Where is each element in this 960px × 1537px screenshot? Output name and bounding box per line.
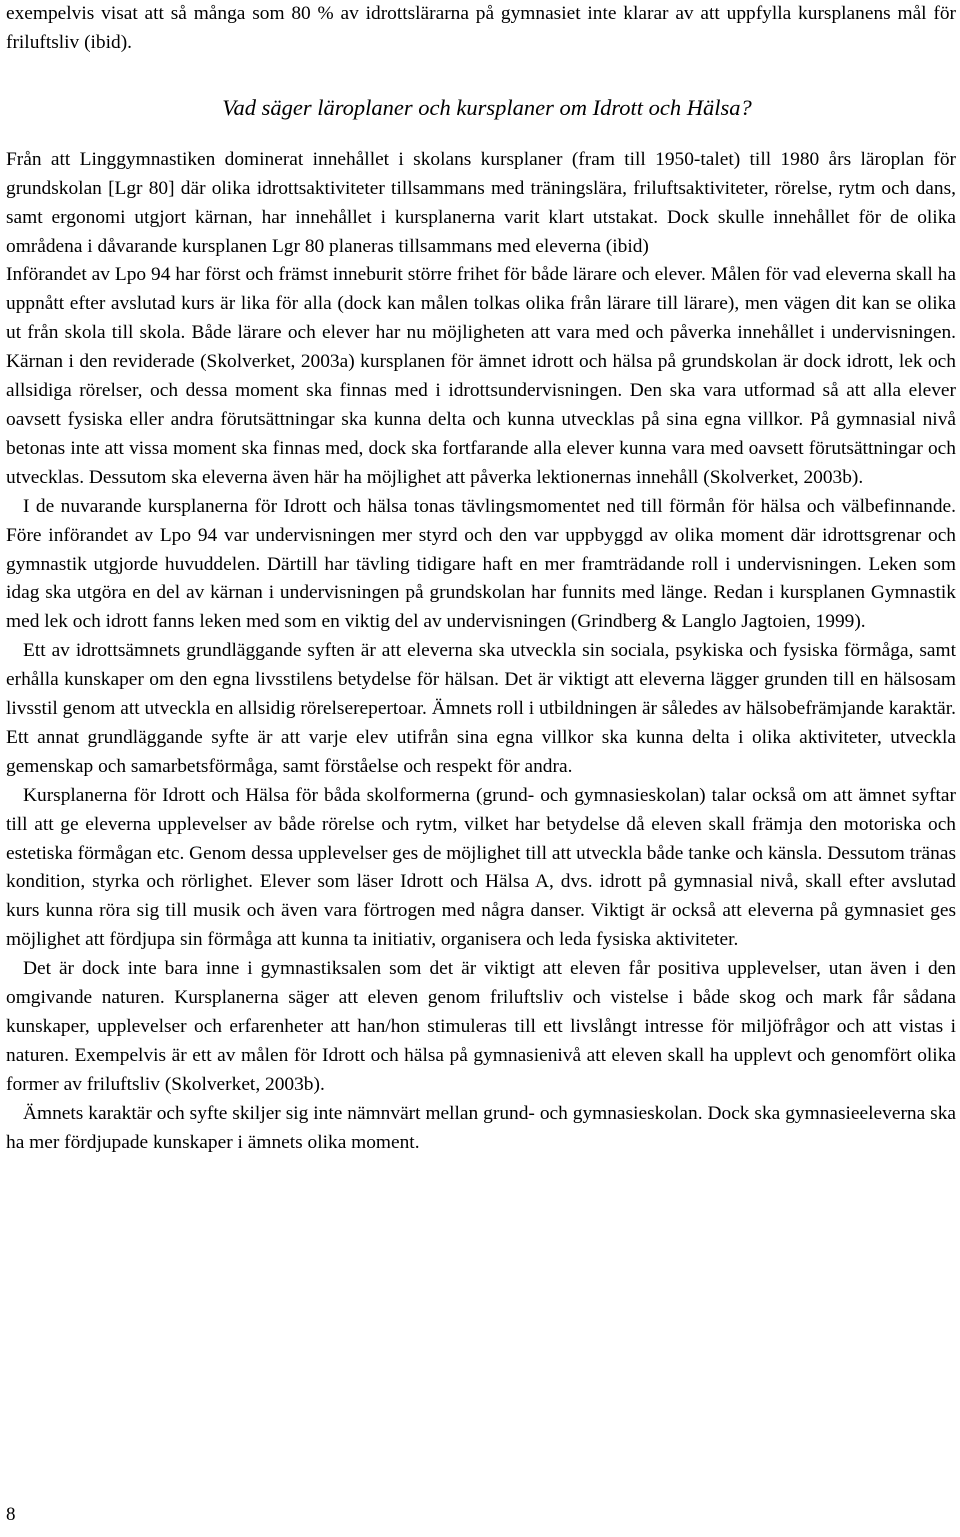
intro-paragraph: exempelvis visat att så många som 80 % av idrottslärarna på gymnasiet inte klarar av att uppfylla kursplanens mål för friluftsliv (ibid).: [6, 3, 956, 53]
paragraph-3: I de nuvarande kursplanerna för Idrott och hälsa tonas tävlingsmomentet ned till förmån för hälsa och välbefinnande. Före införandet av Lpo 94 var undervisningen mer styrd och den var uppbyggd av olika moment där idrottsgrenar och gymnastik utgjorde huvuddelen. Därtill har tävling tidigare haft en mer framträdande roll i undervisningen. Leken som idag ska utgöra en del av kärnan i undervisningen på grundskolan har funnits med länge. Redan i kursplanen Gymnastik med lek och idrott fanns leken med som en viktig del av undervisningen (Grindberg & Langlo Jagtoien, 1999).: [6, 495, 956, 633]
paragraph-5: Kursplanerna för Idrott och Hälsa för båda skolformerna (grund- och gymnasieskolan) talar också om att ämnet syftar till att ge eleverna upplevelser av både rörelse och rytm, vilket har betydelse då eleven skall främja den motoriska och estetiska förmågan etc. Genom dessa upplevelser ges de möjlighet till att utveckla både tanke och känsla. Dessutom tränas kondition, styrka och rörlighet. Elever som läser Idrott och Hälsa A, dvs. idrott på gymnasial nivå, skall efter avslutad kurs kunna röra sig till musik och även vara förtrogen med några danser. Viktigt är också att eleverna på gymnasiet ges möjlighet att fördjupa sin förmåga att kunna ta initiativ, organisera och leda fysiska aktiviteter.: [6, 784, 956, 951]
page-number: 8: [6, 1504, 16, 1525]
document-page: [6, 0, 956, 1158]
paragraph-2: Införandet av Lpo 94 har först och främst inneburit större frihet för både lärare och elever. Målen för vad eleverna skall ha uppnått efter avslutad kurs är lika för alla (dock kan målen tolkas olika från lärare till lärare), men vägen dit kan se olika ut från skola till skola. Både lärare och elever har nu möjligheten att vara med och påverka innehållet i undervisningen. Kärnan i den reviderade (Skolverket, 2003a) kursplanen för ämnet idrott och hälsa på grundskolan är dock idrott, lek och allsidiga rörelser, och dessa moment ska finnas med i idrottsundervisningen. Den ska vara utformad så att alla elever oavsett fysiska eller andra förutsättningar ska kunna delta och kunna utvecklas på sina egna villkor. På gymnasial nivå betonas inte att vissa moment ska finnas med, dock ska fortfarande alla elever kunna vara med oavsett förutsättningar och utvecklas. Dessutom ska eleverna även här ha möjlighet att påverka lektionernas innehåll (Skolverket, 2003b).: [6, 264, 956, 488]
paragraph-4: Ett av idrottsämnets grundläggande syften är att eleverna ska utveckla sin sociala, psykiska och fysiska förmåga, samt erhålla kunskaper om den egna livsstilens betydelse för hälsan. Det är viktigt att eleverna lägger grunden till en hälsosam livsstil genom att utveckla en allsidig rörelserepertoar. Ämnets roll i utbildningen är således av hälsobefrämjande karaktär. Ett annat grundläggande syfte är att varje elev utifrån sina egna villkor ska kunna delta i olika aktiviteter, utveckla gemenskap och samarbetsförmåga, samt förståelse och respekt för andra.: [6, 640, 956, 777]
section-heading: Vad säger läroplaner och kursplaner om Idrott och Hälsa?: [222, 94, 752, 120]
paragraph-6: Det är dock inte bara inne i gymnastiksalen som det är viktigt att eleven får positiva upplevelser, utan även i den omgivande naturen. Kursplanerna säger att eleven genom friluftsliv och vistelse i både skog och mark får sådana kunskaper, upplevelser och erfarenheter att han/hon stimuleras till ett livslångt intresse för miljöfrågor och att vistas i naturen. Exempelvis är ett av målen för Idrott och hälsa på gymnasienivå att eleven skall ha upplevt och genomfört olika former av friluftsliv (Skolverket, 2003b).: [6, 958, 956, 1095]
paragraph-1: Från att Linggymnastiken dominerat innehållet i skolans kursplaner (fram till 1950-talet) till 1980 års läroplan för grundskolan [Lgr 80] där olika idrottsaktiviteter tillsammans med träningslära, friluftsaktiviteter, rörelse, rytm och dans, samt ergonomi utgjort kärnan, har innehållet i kursplanerna varit klart utstakat. Dock skulle innehållet för de olika områdena i dåvarande kursplanen Lgr 80 planeras tillsammans med eleverna (ibid): [6, 148, 956, 257]
paragraph-7: Ämnets karaktär och syfte skiljer sig inte nämnvärt mellan grund- och gymnasieskolan. Dock ska gymnasieeleverna ska ha mer fördjupade kunskaper i ämnets olika moment.: [6, 1102, 956, 1153]
